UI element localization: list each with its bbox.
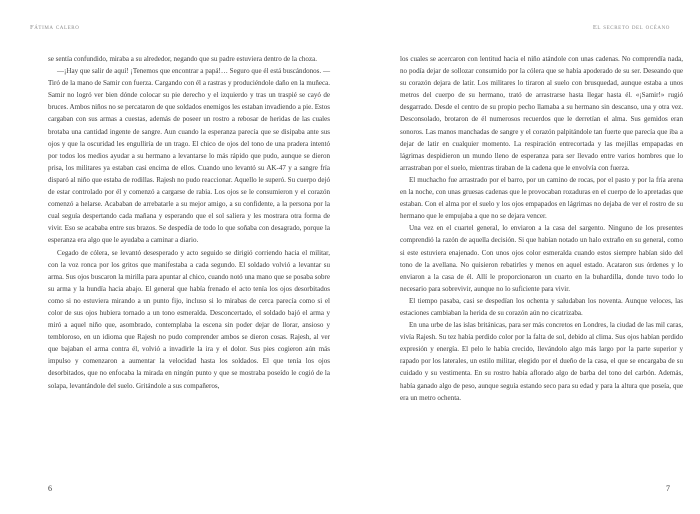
paragraph: —¡Hay que salir de aquí! ¡Tenemos que encontrar a papá!… Seguro que él está buscándonos. —Tiró de la mano de Samir con fuerza. Cargando con él a rastras y produciéndole daño en la muñeca. Samir no logró ver bien dónde colocar su pie derecho y el izquierdo y tras un traspié se cayó de bruces. Ambos niños no se percataron de que soldados enemigos les estaban invadiendo a pie. Estos cargaban con sus armas a cuestas, además de poseer un rostro a rebosar de heridas de las cuales brotaba una cantidad ingente de sangre. Aun cuando la esperanza parecía que se disipaba ante sus ojos y que la oscuridad les engulliría de un trago. El chico de ojos del tono de una pradera intentó por todos los medios ayudar a su hermano a levantarse lo más rápido que pudo, aunque se dieron prisa, los militares ya estaban casi encima de ellos. Cuando uno levantó su AK-47 y a sangre fría disparó al niño que estaba de rodillas. Rajesh no pudo reaccionar. Aquello le superó. Su cuerpo dejó de estar controlado por él y comenzó a cargarse de rabia. Los ojos se le consumieron y el corazón comenzó a helarse. Acababan de arrebatarle a su mejor amigo, a su confidente, a la persona por la cual seguía despertando cada mañana y esperando que el sol saliera y les mostrara otra forma de vivir. Eso se acababa entre sus brazos. Se despedía de todo lo que soñaba con desagrado, porque la esperanza era algo que le ayudaba a caminar a diario. [48, 67, 331, 245]
paragraph: El muchacho fue arrastrado por el barro, por un camino de rocas, por el pasto y por la fría arena en la noche, con unas gruesas cadenas que le provocaban rozaduras en el cuerpo de lo apretadas que estaban. Con el alma por el suelo y los ojos empapados en lágrimas no dejaba de ver el rostro de su hermano que le empujaba a que no se dejara vencer. [400, 175, 683, 221]
paragraph: se sentía confundido, miraba a su alrededor, negando que su padre estuviera dentro de la choza. [48, 55, 317, 63]
running-header-author: Fátima calero [30, 24, 80, 31]
running-header-title: El secreto del océano [592, 24, 670, 31]
paragraph: Una vez en el cuartel general, lo enviaron a la casa del sargento. Ninguno de los presentes comprendió la razón de aquella decisión. Si que habían notado un halo extraño en su general, como si este estuviera enajenado. Con unos ojos color esmeralda cuando estos siempre habían sido del tono de la avellana. No quisieron rebatirles y menos en aquel estado. Acataron sus órdenes y lo enviaron a la casa de él. Allí le proporcionaron un cuarto en la buhardilla, donde tuvo todo lo necesario para sobrevivir, aunque no lo suficiente para vivir. [400, 224, 683, 293]
paragraph: El tiempo pasaba, casi se despedían los ochenta y saludaban los noventa. Aunque veloces, las estaciones cambiaban la herida de su corazón aún no cicatrizaba. [400, 296, 683, 317]
page-number: 6 [48, 484, 52, 493]
paragraph: los cuales se acercaron con lentitud hacia el niño atándole con unas cadenas. No comprendía nada, no podía dejar de sollozar consumido por la cólera que se había apoderado de su ser. Deseando que su corazón dejara de latir. Los militares lo tiraron al suelo con brusquedad, aunque estaba a unos metros del cuerpo de su hermano, trató de arrastrarse hasta llegar hasta él. «¡Samir!» rugió desgarrado. Desde el centro de su propio pecho llamaba a su hermano sin descanso, una y otra vez. Desconsolado, brotaron de él numerosos recuerdos que le derretían el alma. Sus gemidos eran sonoros. Las manos manchadas de sangre y el corazón palpitándole tan fuerte que parecía que iba a dejar de latir en cualquier momento. La respiración entrecortada y las mejillas empapadas en lágrimas despidieron un mundo lleno de esperanza para ser llevado entre varios hombres que lo arrastraban por el suelo, mientras tiraban de la cadena que le envolvía con fuerza. [400, 55, 683, 172]
paragraph: En una urbe de las islas británicas, para ser más concretos en Londres, la ciudad de las mil caras, vivía Rajesh. Su tez había perdido color por la falta de sol, debido al clima. Sus ojos habían perdido expresión y energía. El pelo le había crecido, llevándolo algo más largo por la parte superior y rapado por los laterales, un estilo militar, elegido por el dueño de la casa, el que se encargaba de su cuidado y su vestimenta. En su rostro había aflorado algo de barba del tono del carbón. Además, había ganado algo de peso, aunque seguía estando seco para su edad y para la altura que poseía, que era un metro ochenta. [400, 321, 683, 402]
right-page [350, 0, 700, 514]
left-page-text [48, 53, 330, 392]
right-page-text [400, 53, 683, 404]
page-number: 7 [666, 484, 670, 493]
paragraph: Cegado de cólera, se levantó desesperado y acto seguido se dirigió corriendo hacia el militar, con la voz ronca por los gritos que manifestaba a cada segundo. El soldado volvió a levantar su arma. Sus ojos buscaron la mirilla para apuntar al chico, cuando notó una mano que se posaba sobre su arma y la hundía hacia abajo. El general que había frenado el acto tenía los ojos desorbitados como si no estuviera mirando a un punto fijo, incluso si lo mirabas de cerca parecía como si el color de sus ojos hubiera tornado a un tono esmeralda. Desconcertado, el soldado bajó el arma y miró a aquel niño que, asombrado, contemplaba la escena sin poder dejar de llorar, ansioso y tembloroso, en un idioma que Rajesh no pudo comprender ambos se dieron cosas. Rajesh, al ver que bajaban el arma contra él, volvió a invadirle la ira y el dolor. Sus pies cogieron aún más impulso y comenzaron a aumentar la velocidad hasta los soldados. El que tenía los ojos desorbitados, que no enfocaba la mirada en ningún punto y que se mostraba poseído le cogió de la solapa, levantándole del suelo. Gritándole a sus compañeros, [48, 248, 330, 390]
